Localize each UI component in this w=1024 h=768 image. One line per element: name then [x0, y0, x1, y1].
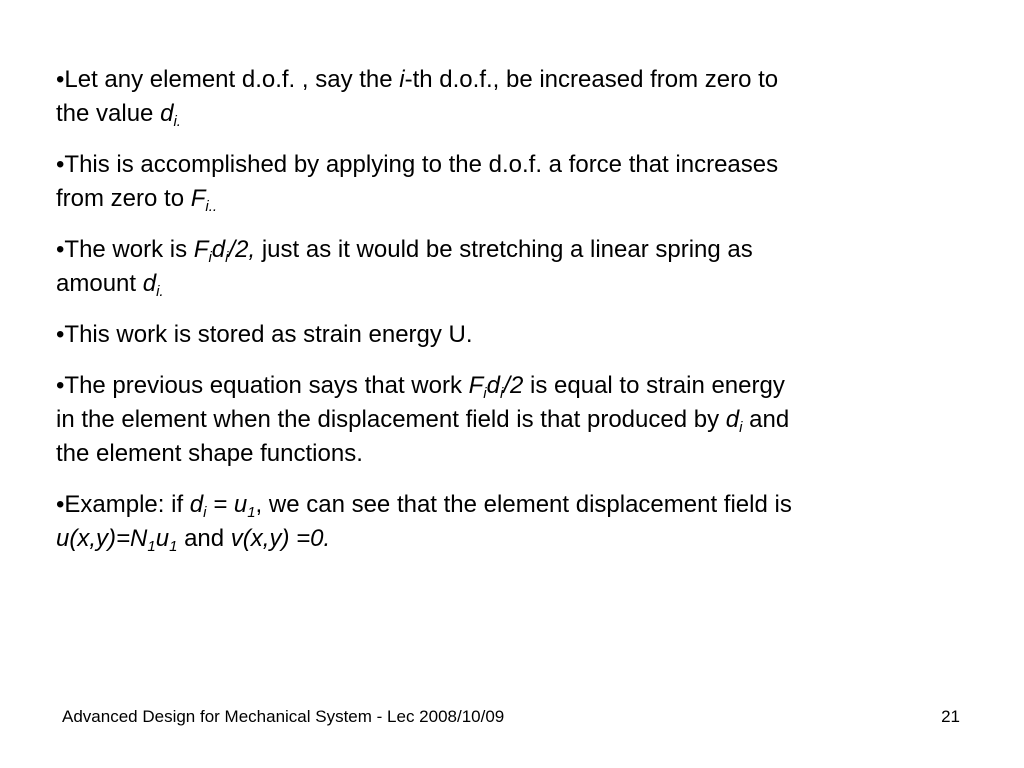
text-segment: amount — [56, 270, 143, 297]
text-segment: is equal to strain energy — [523, 372, 785, 399]
text-segment: = u — [206, 491, 248, 518]
text-segment: d — [142, 270, 157, 297]
text-segment: d — [486, 372, 500, 399]
bullet-line — [56, 369, 956, 403]
text-segment: i — [399, 66, 405, 93]
text-segment: •Let any element d.o.f. , say the — [56, 66, 400, 93]
text-segment: F — [193, 236, 209, 263]
footer-course-title: Advanced Design for Mechanical System - Lec 2008/10/09 — [62, 707, 505, 726]
text-segment: •The previous equation says that work — [56, 372, 469, 399]
text-segment: •Example: if — [56, 491, 190, 518]
text-segment: just as it would be stretching a linear spring as — [255, 236, 753, 263]
bullet-list — [56, 63, 956, 573]
bullet-line — [56, 522, 956, 556]
subscript-text: i — [500, 385, 504, 402]
bullet-item — [56, 318, 956, 352]
text-segment: F — [190, 185, 206, 212]
text-segment: d — [160, 100, 174, 127]
text-segment: u — [155, 525, 170, 552]
bullet-item — [56, 369, 956, 471]
text-segment: the element shape functions. — [56, 440, 363, 467]
bullet-item — [56, 488, 956, 556]
bullet-line — [56, 97, 956, 131]
subscript-text: 1 — [247, 504, 256, 521]
text-segment: •This is accomplished by applying to the d.o.f. a force that increases — [56, 151, 779, 178]
text-segment: /2, — [228, 236, 256, 263]
bullet-line — [56, 148, 956, 182]
text-segment: /2 — [503, 372, 524, 399]
bullet-line — [56, 233, 956, 267]
text-segment: •This work is stored as strain energy U. — [56, 321, 473, 348]
text-segment: -th d.o.f., be increased from zero to — [404, 66, 779, 93]
bullet-line — [56, 267, 956, 301]
subscript-text: i. — [156, 283, 164, 300]
subscript-text: i — [203, 504, 207, 521]
text-segment: and — [177, 525, 231, 552]
subscript-text: 1 — [147, 538, 156, 555]
text-segment: v(x,y) =0. — [230, 525, 331, 552]
text-segment: in the element when the displacement field is that produced by — [56, 406, 726, 433]
bullet-item — [56, 148, 956, 216]
text-segment: and — [742, 406, 790, 433]
subscript-text: i — [208, 249, 212, 266]
subscript-text: i — [483, 385, 487, 402]
bullet-line — [56, 403, 956, 437]
footer-page-number: 21 — [941, 707, 960, 726]
subscript-text: i. — [173, 113, 181, 130]
bullet-line — [56, 182, 956, 216]
bullet-line — [56, 437, 956, 471]
subscript-text: i — [739, 419, 743, 436]
text-segment: d — [189, 491, 204, 518]
bullet-item — [56, 63, 956, 131]
subscript-text: i — [225, 249, 229, 266]
text-segment: F — [468, 372, 484, 399]
text-segment: •The work is — [56, 236, 194, 263]
text-segment: d — [211, 236, 226, 263]
text-segment: d — [725, 406, 740, 433]
bullet-line — [56, 488, 956, 522]
text-segment: , we can see that the element displacement field is — [255, 491, 792, 518]
subscript-text: 1 — [169, 538, 178, 555]
text-segment: from zero to — [56, 185, 191, 212]
bullet-item — [56, 233, 956, 301]
text-segment: u(x,y)=N — [56, 525, 148, 552]
bullet-line — [56, 63, 956, 97]
bullet-line — [56, 318, 956, 352]
text-segment: the value — [56, 100, 161, 127]
subscript-text: i.. — [205, 198, 218, 215]
